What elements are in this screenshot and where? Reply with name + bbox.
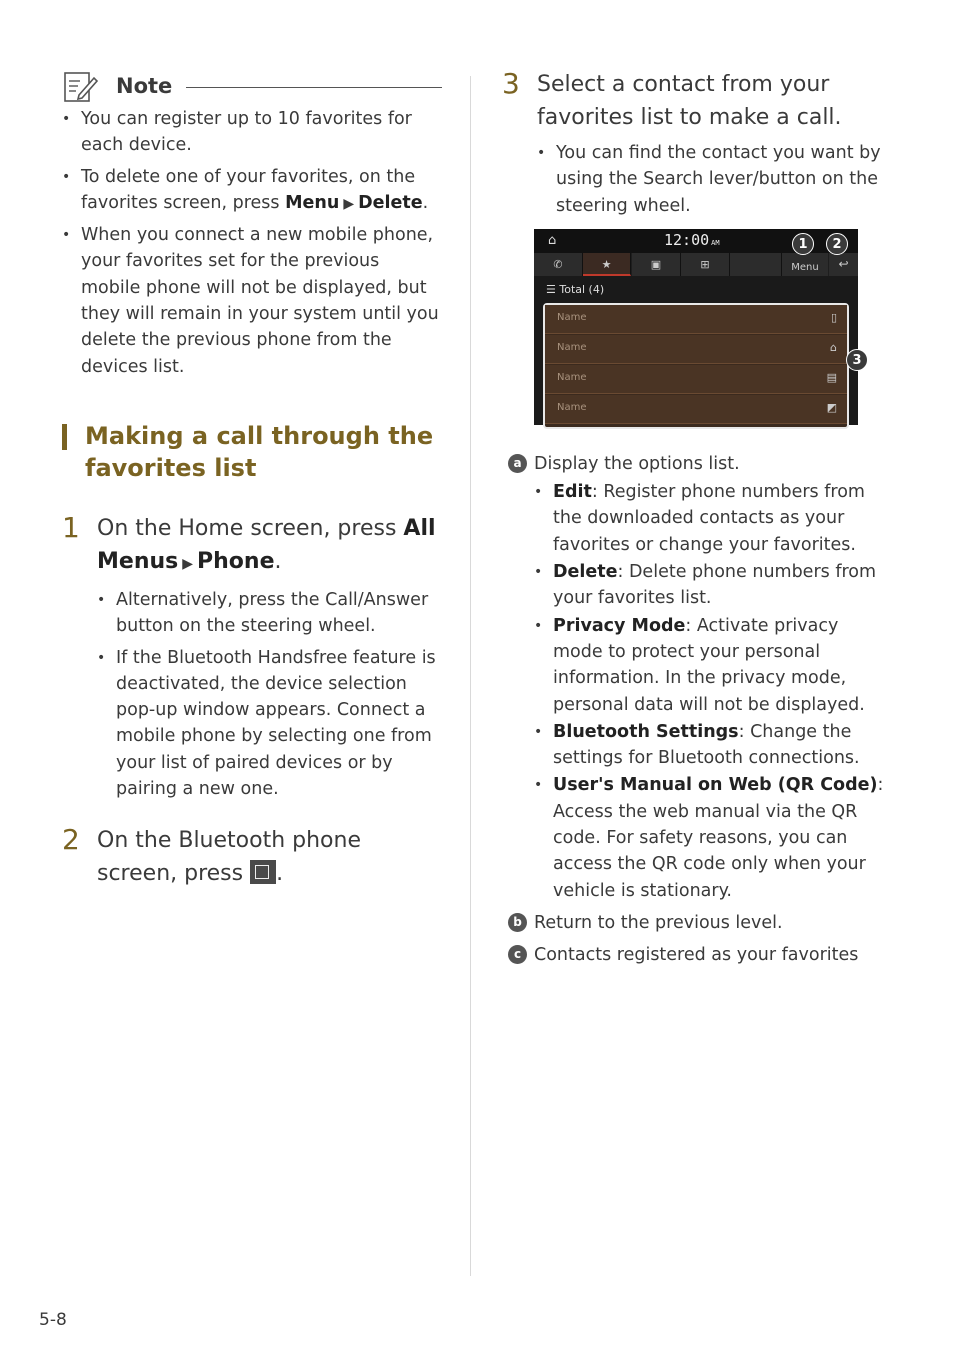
legend-badge: b	[508, 913, 527, 932]
list-item[interactable]: Name ⌂	[545, 335, 847, 364]
step-text: On the Home screen, press All Menus ▶ Phone.	[97, 515, 436, 574]
home-phone-icon: ⌂	[830, 340, 837, 354]
step-number: 1	[62, 510, 80, 544]
clock: 12:00 AM	[664, 230, 720, 249]
legend-item-a: a Display the options list. • Edit: Register phone numbers from the downloaded contacts as your favorites or change your favorites. • Delete: Delete phone numbers from your favorites list. • Privacy Mode: Activate privacy mode to protect your personal information. In the privacy mode, personal data will not be displayed. • Bluetooth Settings: Change the settings for Bluetooth connections. • User's Manual on Web (QR Code): Access the web manual via the QR code. For safety reasons, you can access the QR code only when your vehicle is stationary.	[502, 451, 892, 904]
note-list	[62, 106, 442, 380]
step-1-bullets	[97, 587, 442, 802]
legend-item-c: c Contacts registered as your favorites	[502, 942, 892, 968]
legend	[502, 451, 892, 969]
back-arrow-icon[interactable]: ↩	[829, 253, 858, 276]
home-icon[interactable]: ⌂	[548, 232, 557, 248]
keypad-tab-icon[interactable]: ⊞	[681, 253, 730, 276]
option-item: • Delete: Delete phone numbers from your favorites list.	[534, 559, 892, 612]
section-title: Making a call through the favorites list	[62, 420, 442, 484]
total-count: ☰ Total (4)	[546, 282, 605, 296]
step-bullet: • You can find the contact you want by using the Search lever/button on the steering wheel.	[537, 140, 892, 219]
note-header	[62, 66, 442, 106]
option-item: • Privacy Mode: Activate privacy mode to protect your personal information. In the privacy mode, personal data will not be displayed.	[534, 613, 892, 718]
note-pencil-icon	[62, 67, 100, 105]
note-label: Note	[116, 74, 173, 98]
favorites-tab-icon[interactable]: ★	[583, 253, 631, 276]
options-list	[534, 479, 892, 904]
step-2	[62, 824, 442, 890]
favorites-button-icon	[250, 860, 276, 884]
note-item-delete: • To delete one of your favorites, on the favorites screen, press Menu ▶ Delete.	[62, 164, 442, 218]
step-text: On the Bluetooth phone screen, press .	[97, 828, 361, 887]
list-item[interactable]: Name ▤	[545, 365, 847, 394]
mobile-icon: ▯	[830, 310, 837, 324]
step-3	[502, 68, 892, 219]
note-item: • You can register up to 10 favorites for each device.	[62, 106, 442, 159]
menu-button[interactable]: Menu	[782, 253, 828, 276]
step-bullet: • If the Bluetooth Handsfree feature is deactivated, the device selection pop-up window appears. Connect a mobile phone by selecting one from your list of paired devices or by pairing a new one.	[97, 645, 442, 803]
page-number: 5-8	[39, 1310, 67, 1330]
favorites-list	[543, 303, 849, 429]
note-rule	[186, 87, 442, 88]
legend-item-b: b Return to the previous level.	[502, 910, 892, 936]
call-history-icon[interactable]: ✆	[534, 253, 583, 276]
list-item[interactable]: Name ▯	[545, 305, 847, 334]
note-item: • When you connect a new mobile phone, your favorites set for the previous mobile phone will not be displayed, but they will remain in your system until you delete the previous phone from the devices list.	[62, 222, 442, 380]
other-phone-icon: ◩	[826, 400, 837, 414]
arrow-right-icon: ▶	[182, 555, 194, 572]
list-item[interactable]: Name ◩	[545, 395, 847, 424]
column-divider	[470, 76, 471, 1276]
contacts-tab-icon[interactable]: ▣	[632, 253, 681, 276]
left-column	[62, 66, 442, 890]
arrow-right-icon: ▶	[343, 195, 355, 212]
right-column	[502, 68, 892, 975]
step-bullet: • Alternatively, press the Call/Answer button on the steering wheel.	[97, 587, 442, 640]
step-3-bullets	[537, 140, 892, 219]
empty-tab	[730, 253, 782, 276]
legend-badge: c	[508, 945, 527, 964]
step-number: 3	[502, 67, 520, 100]
callout-1: 1	[792, 233, 814, 255]
legend-badge: a	[508, 454, 527, 473]
callout-2: 2	[826, 233, 848, 255]
section-bar	[62, 424, 67, 450]
phone-favorites-screen	[534, 229, 862, 425]
office-phone-icon: ▤	[826, 370, 837, 384]
option-item: • User's Manual on Web (QR Code): Access the web manual via the QR code. For safety reasons, you can access the QR code only when your vehicle is stationary.	[534, 772, 892, 903]
step-text: Select a contact from your favorites list to make a call.	[537, 72, 842, 130]
step-1	[62, 512, 442, 802]
option-item: • Bluetooth Settings: Change the settings for Bluetooth connections.	[534, 719, 892, 772]
option-item: • Edit: Register phone numbers from the downloaded contacts as your favorites or change your favorites.	[534, 479, 892, 558]
step-number: 2	[62, 823, 80, 857]
callout-3: 3	[846, 349, 868, 371]
